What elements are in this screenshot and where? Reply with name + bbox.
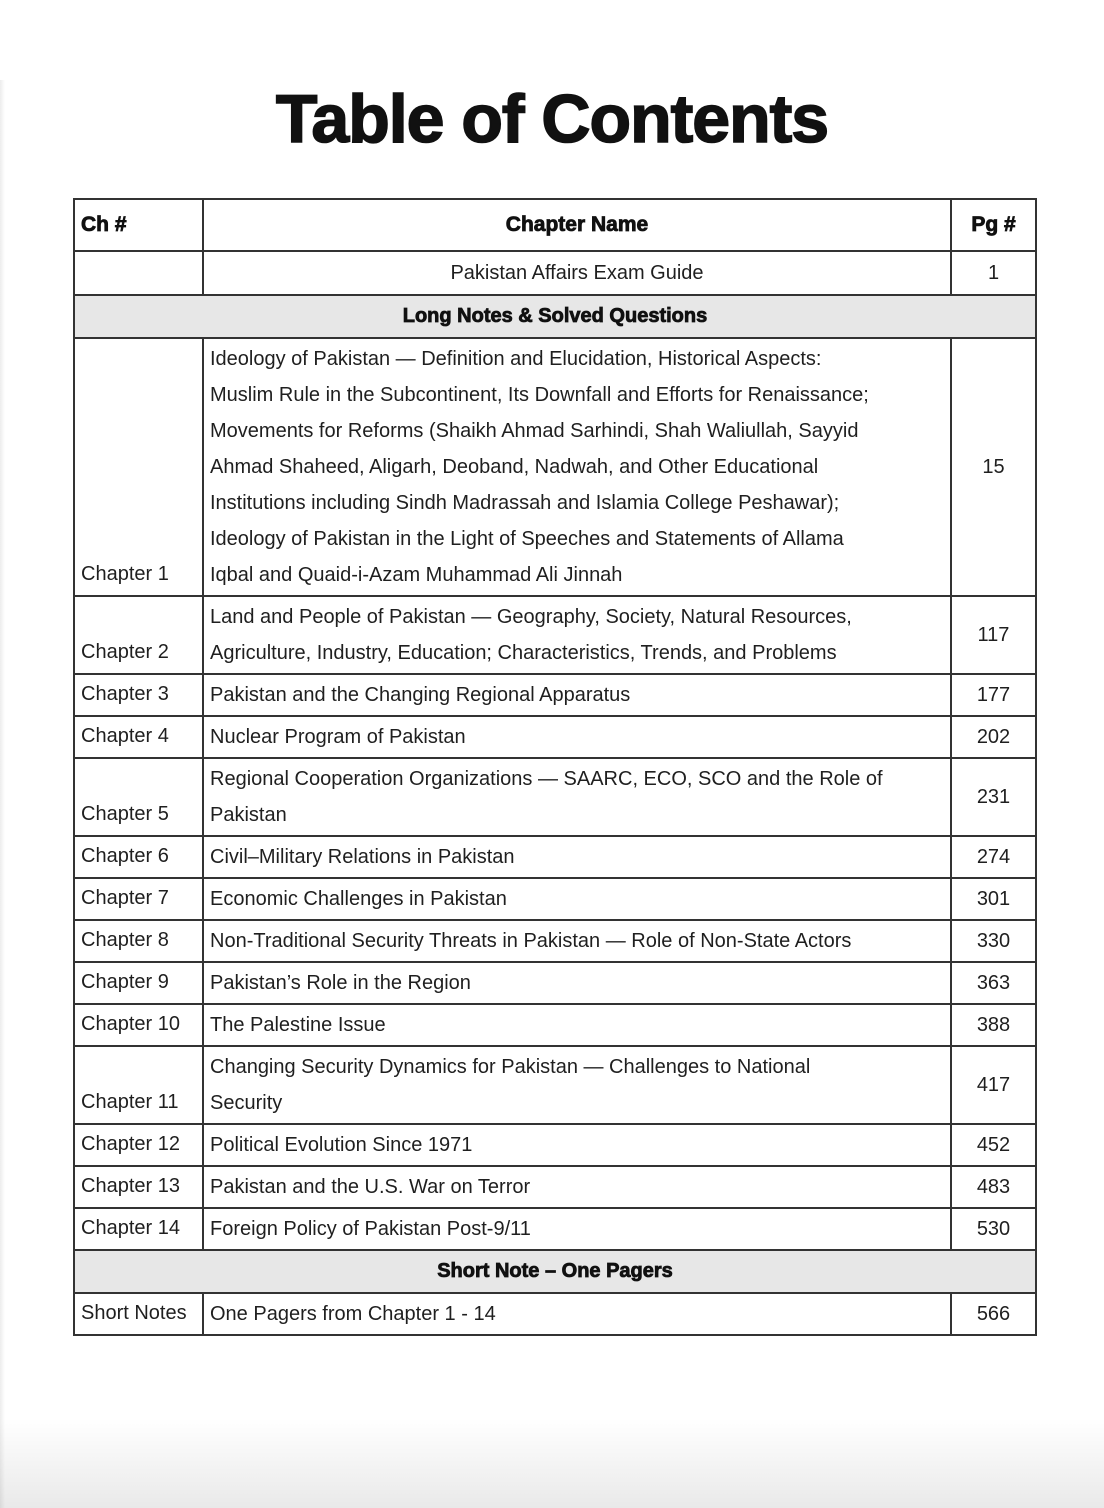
toc-row-exam-guide [74,251,1036,295]
page-number-cell: 452 [951,1124,1036,1166]
chapter-cell: Short Notes [74,1293,203,1335]
page-number-cell: 566 [951,1293,1036,1335]
chapter-cell: Chapter 9 [74,962,203,1004]
chapter-cell-empty [74,251,203,295]
chapter-name-cell: Civil–Military Relations in Pakistan [203,836,951,878]
page-bottom-shade [0,1418,1104,1508]
page-number-cell: 202 [951,716,1036,758]
chapter-cell: Chapter 12 [74,1124,203,1166]
chapter-name-cell: Nuclear Program of Pakistan [203,716,951,758]
page-number-cell: 483 [951,1166,1036,1208]
chapter-name-cell: Regional Cooperation Organizations — SAARC, ECO, SCO and the Role of Pakistan [203,758,951,836]
toc-row-chapter-6 [74,836,1036,878]
chapter-name-cell: Land and People of Pakistan — Geography, Society, Natural Resources, Agriculture, Industry, Education; Characteristics, Trends, and Problems [203,596,951,674]
toc-row-chapter-9 [74,962,1036,1004]
toc-row-chapter-8 [74,920,1036,962]
toc-header-row [74,199,1036,251]
page-number-cell: 301 [951,878,1036,920]
section-band-label: Long Notes & Solved Questions [74,295,1036,338]
chapter-cell: Chapter 8 [74,920,203,962]
chapter-cell: Chapter 10 [74,1004,203,1046]
chapter-name-cell: Changing Security Dynamics for Pakistan — Challenges to National Security [203,1046,951,1124]
chapter-cell: Chapter 13 [74,1166,203,1208]
page-number-cell: 231 [951,758,1036,836]
chapter-name-cell: Pakistan and the Changing Regional Apparatus [203,674,951,716]
chapter-cell: Chapter 1 [74,338,203,596]
page-number-cell: 330 [951,920,1036,962]
toc-row-chapter-1 [74,338,1036,596]
chapter-name-cell: Pakistan Affairs Exam Guide [203,251,951,295]
page-number-cell: 117 [951,596,1036,674]
chapter-cell: Chapter 11 [74,1046,203,1124]
chapter-name-cell: Economic Challenges in Pakistan [203,878,951,920]
toc-row-chapter-10 [74,1004,1036,1046]
chapter-cell: Chapter 4 [74,716,203,758]
chapter-name-cell: The Palestine Issue [203,1004,951,1046]
page-number-cell: 15 [951,338,1036,596]
section-band-short-note [74,1250,1036,1293]
page-title: Table of Contents [275,81,829,157]
page-number-cell: 417 [951,1046,1036,1124]
toc-row-chapter-5 [74,758,1036,836]
chapter-cell: Chapter 2 [74,596,203,674]
section-band-long-notes [74,295,1036,338]
toc-row-chapter-12 [74,1124,1036,1166]
chapter-cell: Chapter 3 [74,674,203,716]
chapter-name-cell: Political Evolution Since 1971 [203,1124,951,1166]
chapter-cell: Chapter 6 [74,836,203,878]
chapter-cell: Chapter 14 [74,1208,203,1250]
col-header-chapter-name: Chapter Name [203,199,951,251]
col-header-page-number: Pg # [951,199,1036,251]
chapter-name-cell: Pakistan and the U.S. War on Terror [203,1166,951,1208]
chapter-name-cell: Ideology of Pakistan — Definition and Elucidation, Historical Aspects: Muslim Rule in the Subcontinent, Its Downfall and Efforts for Renaissance; Movements for Reforms (Shaikh Ahmad Sarhindi, Shah Waliullah, Sayyid Ahmad Shaheed, Aligarh, Deoband, Nadwah, and Other Educational Institutions including Sindh Madrassah and Islamia College Peshawar); Ideology of Pakistan in the Light of Speeches and Statements of Allama Iqbal and Quaid-i-Azam Muhammad Ali Jinnah [203,338,951,596]
col-header-chapter-number: Ch # [74,199,203,251]
toc-row-chapter-11 [74,1046,1036,1124]
chapter-cell: Chapter 5 [74,758,203,836]
page-number-cell: 363 [951,962,1036,1004]
toc-row-chapter-3 [74,674,1036,716]
page-number-cell: 274 [951,836,1036,878]
toc-row-chapter-2 [74,596,1036,674]
toc-row-short-notes [74,1293,1036,1335]
toc-table [73,198,1037,1336]
chapter-name-cell: One Pagers from Chapter 1 - 14 [203,1293,951,1335]
chapter-name-cell: Non-Traditional Security Threats in Pakistan — Role of Non-State Actors [203,920,951,962]
page-number-cell: 530 [951,1208,1036,1250]
chapter-name-cell: Foreign Policy of Pakistan Post-9/11 [203,1208,951,1250]
section-band-label: Short Note – One Pagers [74,1250,1036,1293]
toc-row-chapter-13 [74,1166,1036,1208]
chapter-cell: Chapter 7 [74,878,203,920]
toc-row-chapter-14 [74,1208,1036,1250]
page-number-cell: 1 [951,251,1036,295]
toc-row-chapter-7 [74,878,1036,920]
page-number-cell: 177 [951,674,1036,716]
chapter-name-cell: Pakistan’s Role in the Region [203,962,951,1004]
page-number-cell: 388 [951,1004,1036,1046]
toc-row-chapter-4 [74,716,1036,758]
